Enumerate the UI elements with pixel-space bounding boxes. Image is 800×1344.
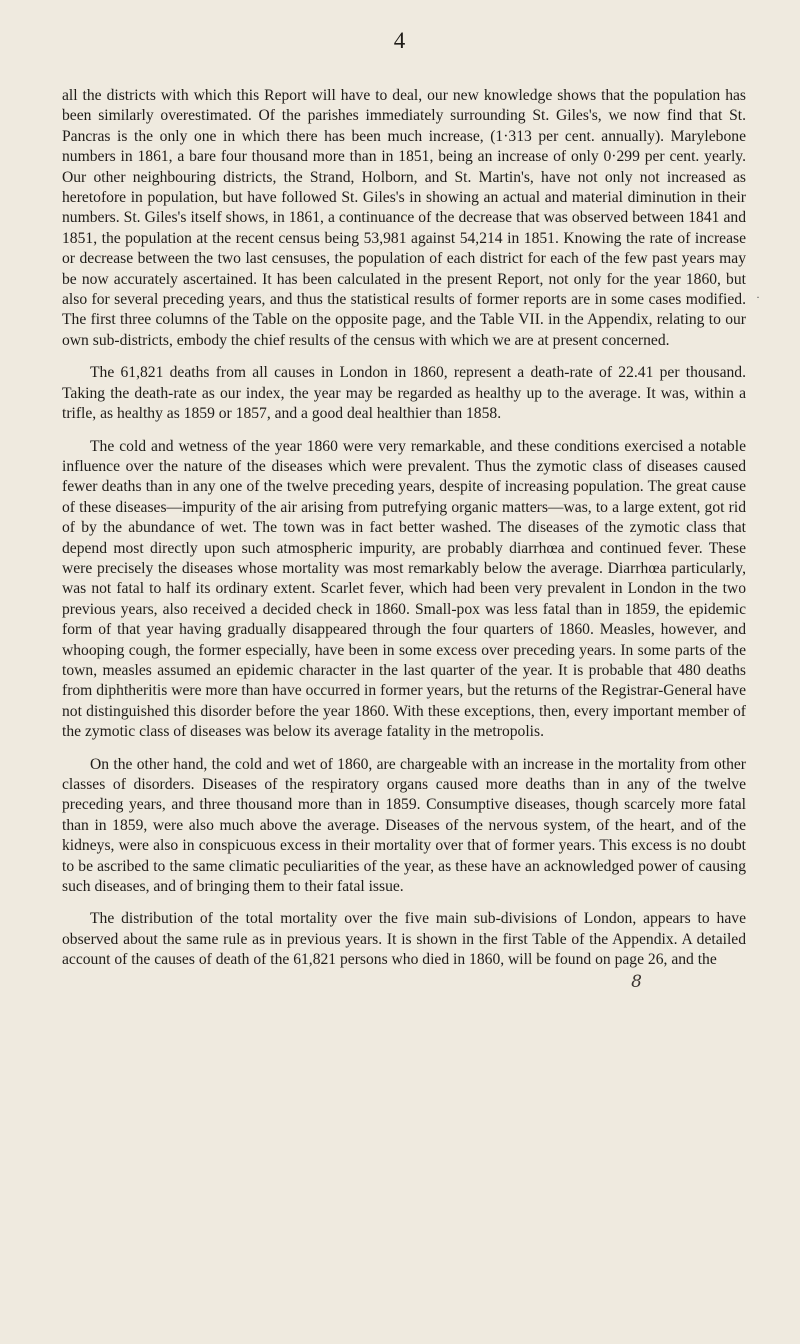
body-text <box>62 86 746 993</box>
paragraph-4: On the other hand, the cold and wet of 1860, are chargeable with an increase in the mortality from other classes of disorders. Diseases of the respiratory organs caused more deaths than in any of the twelve preceding years, and three thousand more than in 1859. Consumptive diseases, though scarcely more fatal than in 1859, were also much above the average. Diseases of the nervous system, of the heart, and of the kidneys, were also in conspicuous excess in their mortality over that of former years. This excess is no doubt to be ascribed to the same climatic peculiarities of the year, as these have an acknowledged power of causing such diseases, and of bringing them to their fatal issue. <box>62 755 746 896</box>
last-paragraph-wrap <box>62 909 746 993</box>
paragraph-1: all the districts with which this Report will have to deal, our new knowledge shows that the population has been similarly overestimated. Of the parishes immediately surrounding St. Giles's, we now find that St. Pancras is the only one in which there has been much increase, (1·313 per cent. annually). Marylebone numbers in 1861, a bare four thousand more than in 1851, being an increase of only 0·299 per cent. yearly. Our other neighbouring districts, the Strand, Holborn, and St. Martin's, have not only not increased as heretofore in population, but have followed St. Giles's in showing an actual and material diminution in their numbers. St. Giles's itself shows, in 1861, a continuance of the decrease that was observed between 1841 and 1851, the population at the recent census being 53,981 against 54,214 in 1851. Knowing the rate of increase or decrease between the two last censuses, the population of each district for each of the few past years may be now accurately ascertained. It has been calculated in the present Report, not only for the year 1860, but also for several preceding years, and thus the statistical results of former reports are in some cases modified. The first three columns of the Table on the opposite page, and the Table VII. in the Appendix, relating to our own sub-districts, embody the chief results of the census with which we are at present concerned. <box>62 87 746 349</box>
margin-mark: · <box>756 290 760 304</box>
paragraph-3: The cold and wetness of the year 1860 were very remarkable, and these conditions exercised a notable influence over the nature of the diseases which were prevalent. Thus the zymotic class of diseases caused fewer deaths than in any one of the twelve preceding years, despite of increasing population. The great cause of these diseases—impurity of the air arising from putrefying organic matters—was, to a large extent, got rid of by the abundance of wet. The town was in fact better washed. The diseases of the zymotic class that depend most directly upon such atmospheric impurity, are probably diarrhœa and continued fever. These were precisely the diseases whose mortality was most remarkably below the average. Diarrhœa particularly, was not fatal to half its ordinary extent. Scarlet fever, which had been very prevalent in London in the two previous years, also received a decided check in 1860. Small-pox was less fatal than in 1859, the epidemic form of that year having gradually disappeared through the four quarters of 1860. Measles, however, and whooping cough, the former especially, have been in some excess over preceding years. In some parts of the town, measles assumed an epidemic character in the last quarter of the year. It is probable that 480 deaths from diphtheritis were more than have occurred in former years, but the returns of the Registrar-General have not distinguished this disorder before the year 1860. With these exceptions, then, every important member of the zymotic class of diseases was below its average fatality in the metropolis. <box>62 437 746 741</box>
paragraph-2: The 61,821 deaths from all causes in London in 1860, represent a death-rate of 22.41 per thousand. Taking the death-rate as our index, the year may be regarded as healthy up to the average. It was, within a trifle, as healthy as 1859 or 1857, and a good deal healthier than 1858. <box>62 364 746 423</box>
page-number: 4 <box>393 28 407 53</box>
paragraph-5: The distribution of the total mortality over the five main sub-divisions of London, appears to have observed about the same rule as in previous years. It is shown in the first Table of the Appendix. A detailed account of the causes of death of the 61,821 persons who died in 1860, will be found on page 26, and the <box>62 910 746 969</box>
handwritten-correction: 8 <box>631 972 642 993</box>
